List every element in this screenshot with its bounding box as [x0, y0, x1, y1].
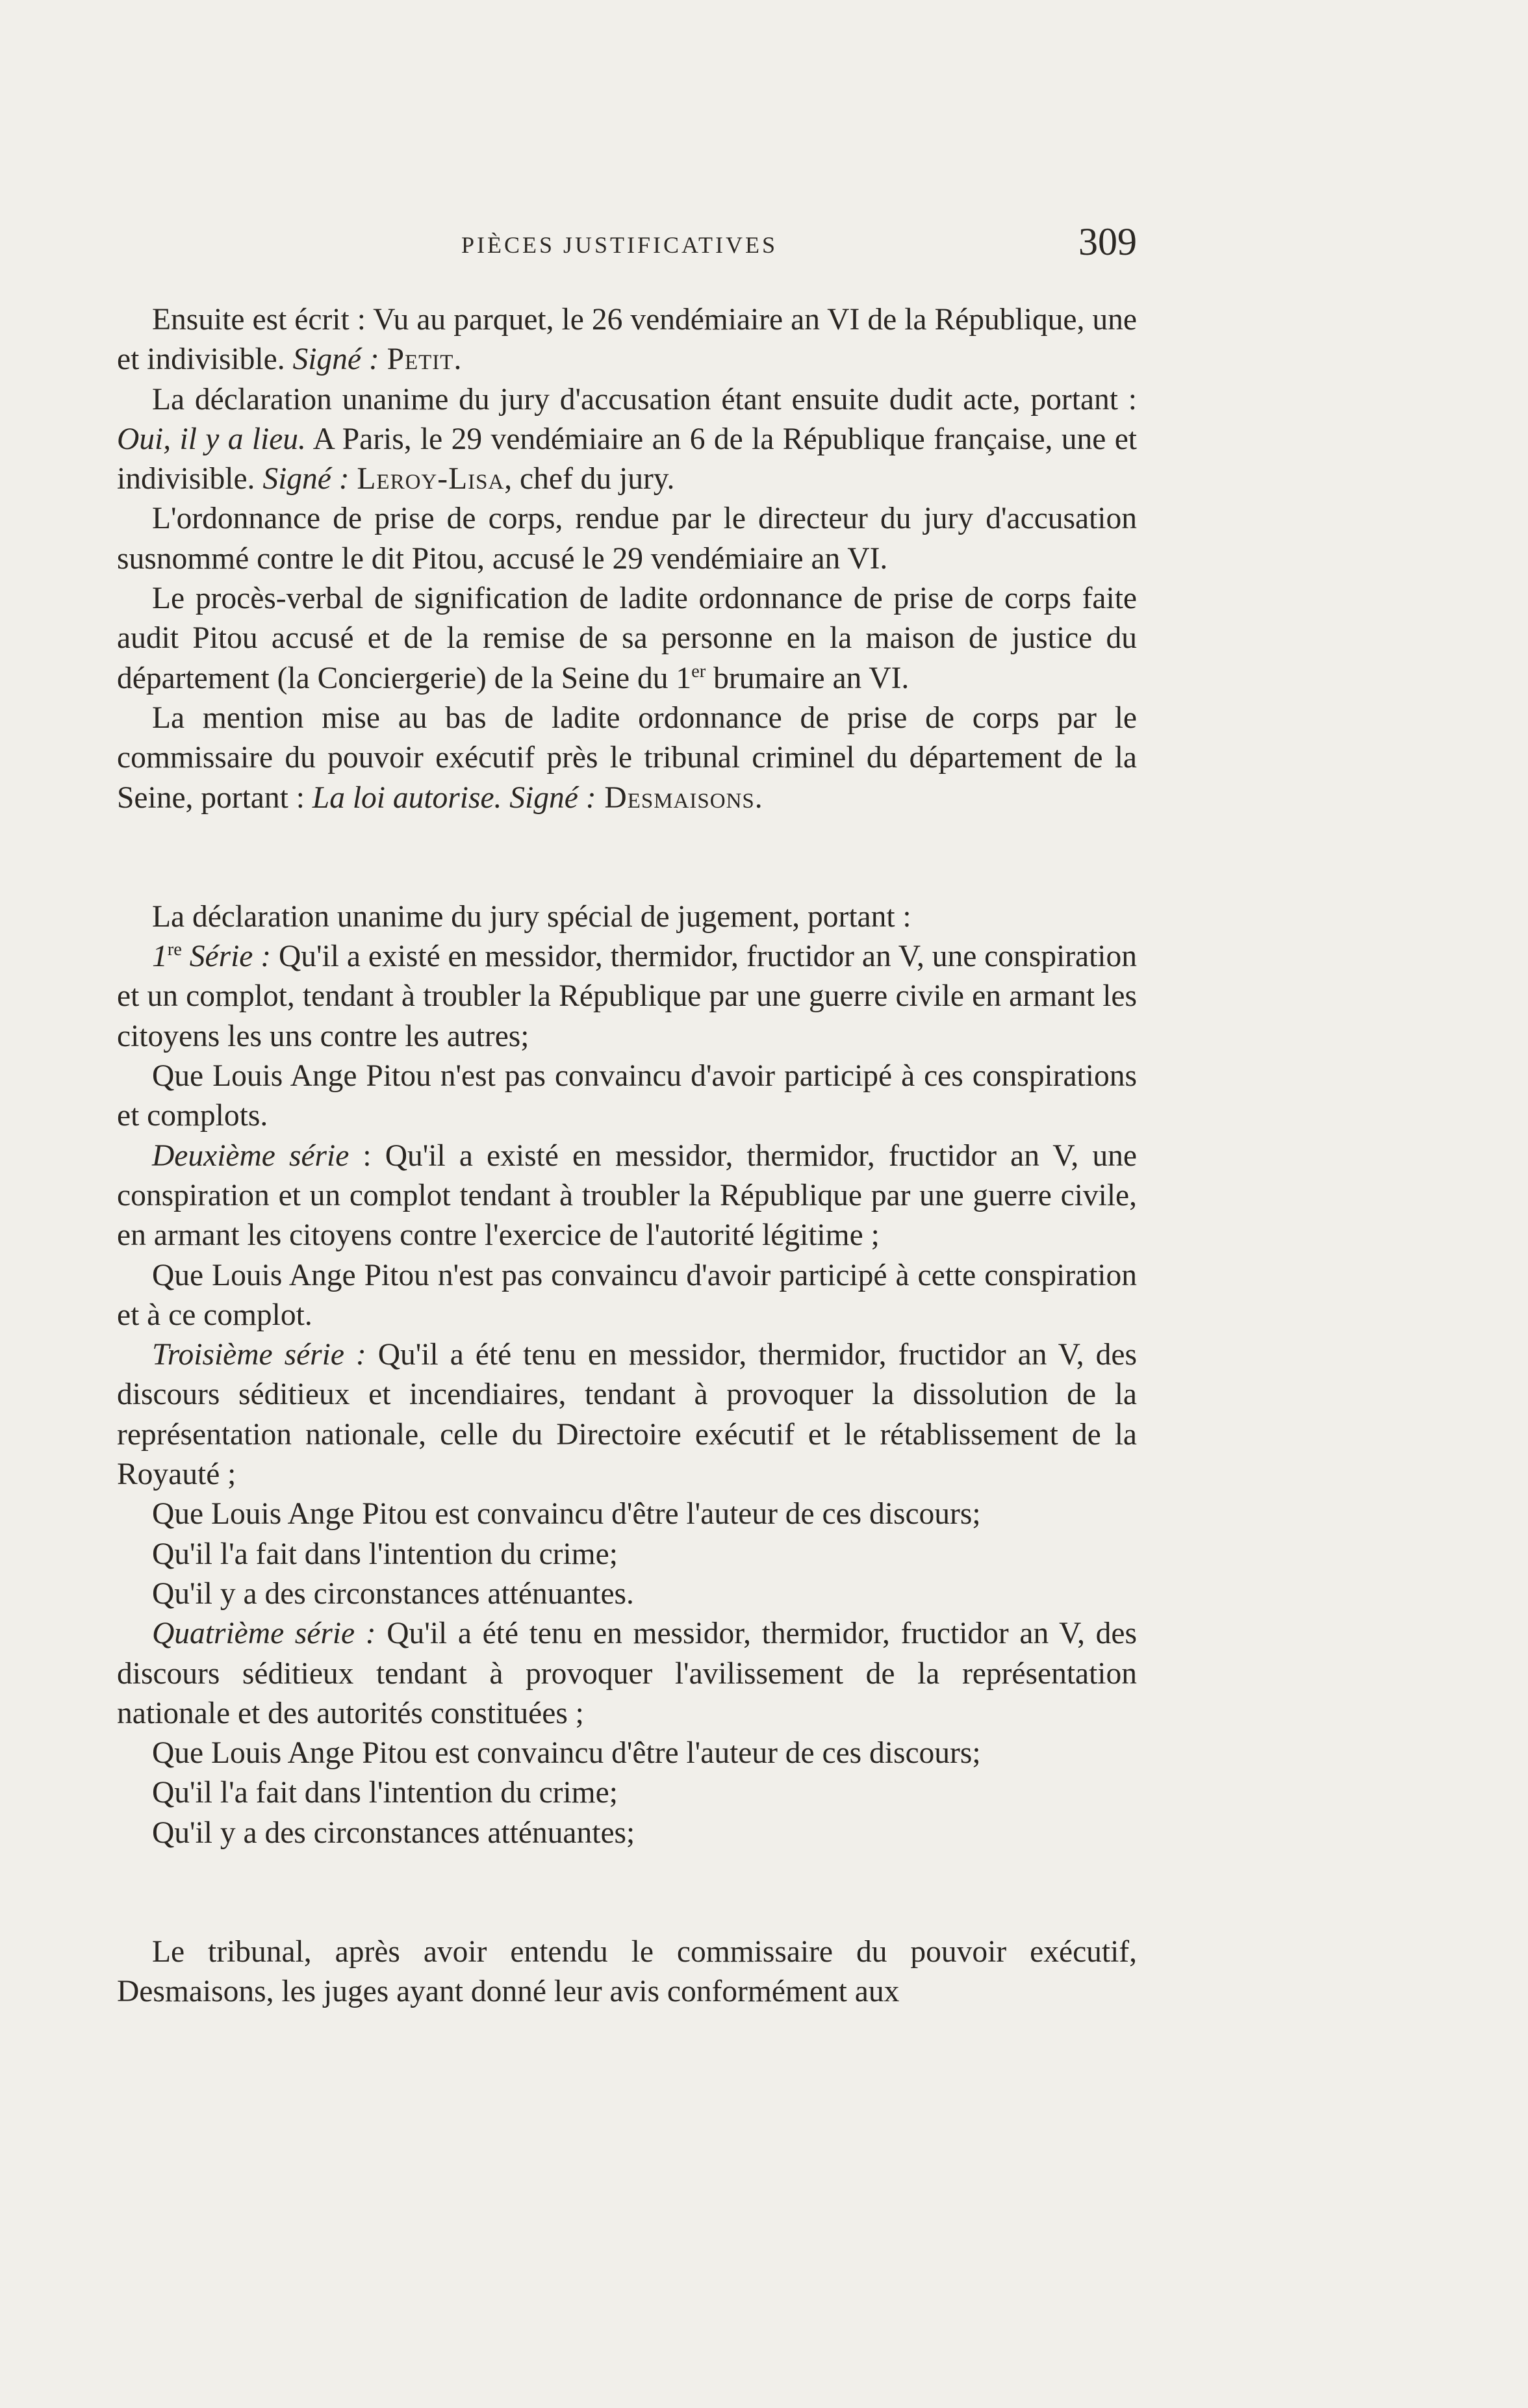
paragraph: Quatrième série : Qu'il a été tenu en messidor, thermidor, fructidor an V, des discours séditieux tendant à provoquer l'avilissement de la représentation nationale et des autorités constituées ;	[117, 1617, 1137, 1730]
paragraph: La mention mise au bas de ladite ordonnance de prise de corps par le commissaire du pouvoir exécutif près le tribunal criminel du département de la Seine, portant : La loi autorise. Signé : Desmaisons.	[117, 700, 1137, 815]
paragraph: Le procès-verbal de signification de ladite ordonnance de prise de corps faite audit Pitou accusé et de la remise de sa personne en la maison de justice du département (la Conciergerie) de la Seine du 1er brumaire an VI.	[117, 582, 1137, 695]
body-text	[117, 300, 1137, 2012]
paragraph: Qu'il y a des circonstances atténuantes;	[152, 1815, 635, 1850]
paragraph: 1re Série : Qu'il a existé en messidor, thermidor, fructidor an V, une conspiration et un complot, tendant à troubler la République par une guerre civile en armant les citoyens les uns contre les autres;	[117, 940, 1137, 1053]
paragraph: Que Louis Ange Pitou n'est pas convaincu d'avoir participé à ces conspirations et complots.	[117, 1059, 1137, 1133]
paragraph: L'ordonnance de prise de corps, rendue par le directeur du jury d'accusation susnommé contre le dit Pitou, accusé le 29 vendémiaire an VI.	[117, 502, 1137, 576]
page-number: 309	[1078, 220, 1137, 263]
paragraph: Que Louis Ange Pitou n'est pas convaincu d'avoir participé à cette conspiration et à ce complot.	[117, 1258, 1137, 1332]
paragraph: Qu'il l'a fait dans l'intention du crime;	[152, 1537, 618, 1571]
paragraph: La déclaration unanime du jury spécial de jugement, portant :	[152, 899, 911, 934]
paragraph: La déclaration unanime du jury d'accusation étant ensuite dudit acte, portant : Oui, il y a lieu. A Paris, le 29 vendémiaire an 6 de la République française, une et indivisible. Signé : Leroy-Lisa, chef du jury.	[117, 382, 1137, 496]
section-gap	[117, 818, 1137, 897]
running-head: PIÈCES JUSTIFICATIVES	[461, 232, 778, 258]
paragraph: Ensuite est écrit : Vu au parquet, le 26 vendémiaire an VI de la République, une et indivisible. Signé : Petit.	[117, 303, 1137, 377]
paragraph: Troisième série : Qu'il a été tenu en messidor, thermidor, fructidor an V, des discours séditieux et incendiaires, tendant à provoquer la dissolution de la représentation nationale, celle du Directoire exécutif et le rétablissement de la Royauté ;	[117, 1338, 1137, 1492]
paragraph: Qu'il y a des circonstances atténuantes.	[152, 1576, 634, 1611]
page-header	[117, 220, 1137, 272]
paragraph: Que Louis Ange Pitou est convaincu d'être l'auteur de ces discours;	[152, 1497, 981, 1531]
paragraph: Le tribunal, après avoir entendu le commissaire du pouvoir exécutif, Desmaisons, les juges ayant donné leur avis conformément aux	[117, 1934, 1137, 2009]
paragraph: Deuxième série : Qu'il a existé en messidor, thermidor, fructidor an V, une conspiration et un complot tendant à troubler la République par une guerre civile, en armant les citoyens contre l'exercice de l'autorité légitime ;	[117, 1138, 1137, 1253]
paragraph: Que Louis Ange Pitou est convaincu d'être l'auteur de ces discours;	[152, 1736, 981, 1771]
section-gap	[117, 1853, 1137, 1932]
paragraph: Qu'il l'a fait dans l'intention du crime;	[152, 1776, 618, 1810]
